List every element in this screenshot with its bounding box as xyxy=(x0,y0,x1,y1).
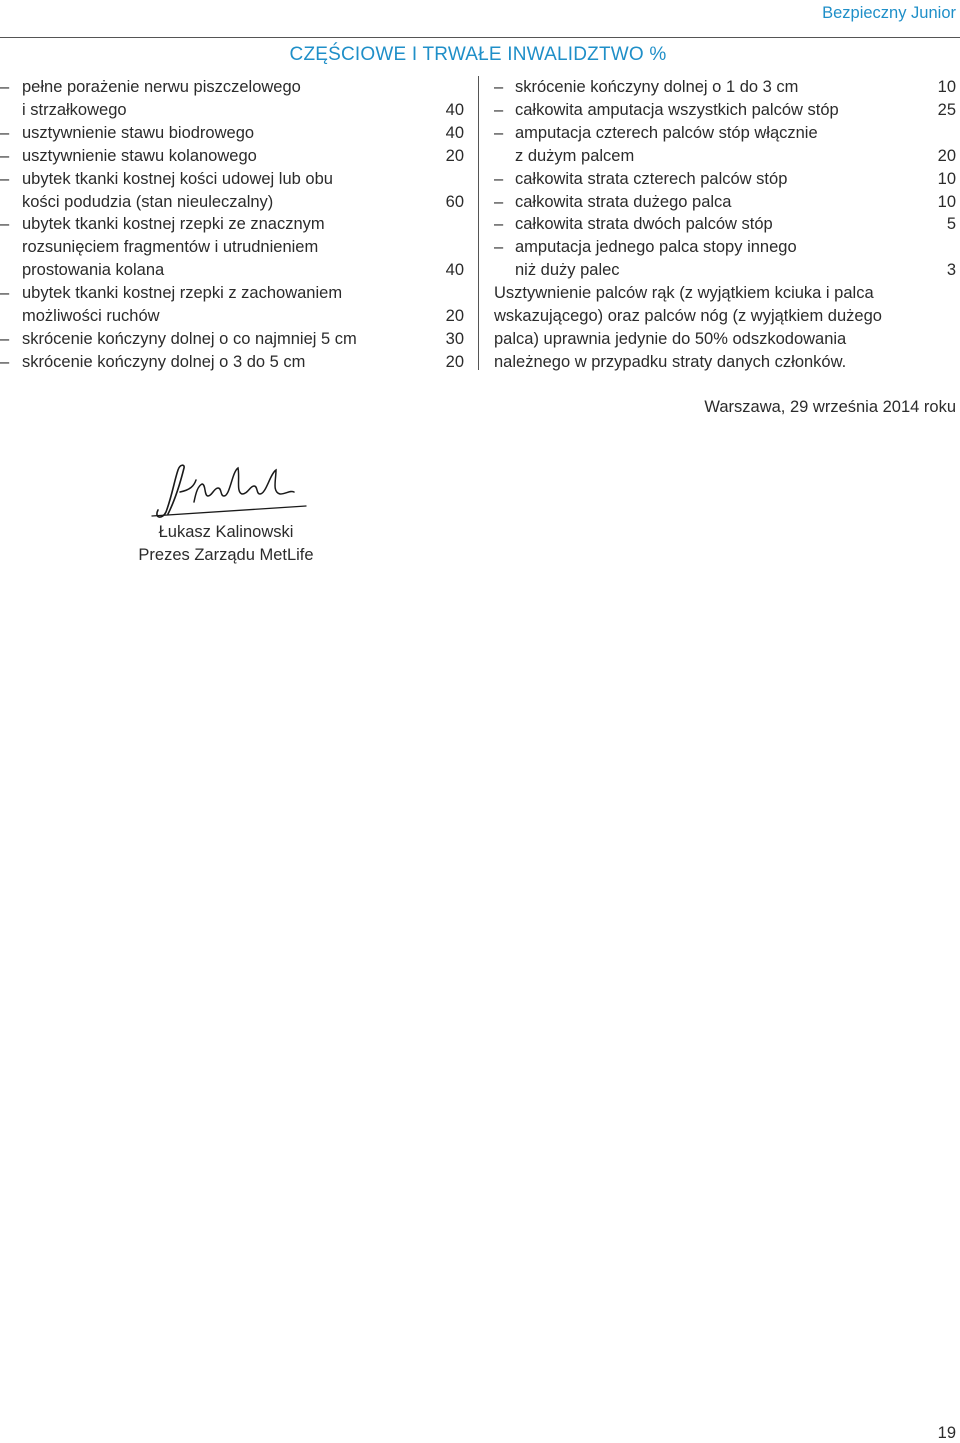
signature xyxy=(150,462,310,522)
item-text: skrócenie kończyny dolnej o co najmniej 5 cm xyxy=(22,329,357,348)
item-text: całkowita strata dwóch palców stóp xyxy=(515,215,773,234)
item-text: całkowita strata dużego palca xyxy=(515,192,732,211)
signer-block xyxy=(100,521,352,567)
list-item xyxy=(494,191,956,214)
item-text: amputacja czterech palców stóp włącznie xyxy=(515,123,818,142)
column-divider xyxy=(478,76,479,370)
note-line: palca) uprawnia jedynie do 50% odszkodowania xyxy=(494,329,847,348)
list-item xyxy=(494,236,956,282)
item-value: 10 xyxy=(937,78,956,96)
item-value: 20 xyxy=(445,352,464,371)
dash-bullet: – xyxy=(0,123,10,142)
page-number: 19 xyxy=(937,1424,956,1442)
list-item xyxy=(494,213,956,236)
note-line: wskazującego) oraz palców nóg (z wyjątkiem dużego xyxy=(494,307,882,326)
dash-bullet: – xyxy=(0,284,10,303)
item-value: 60 xyxy=(445,192,464,211)
item-text: ubytek tkanki kostnej rzepki ze znacznym xyxy=(22,215,325,234)
item-value: 10 xyxy=(937,192,956,211)
dash-bullet: – xyxy=(494,123,504,142)
item-text: całkowita amputacja wszystkich palców stóp xyxy=(515,100,839,119)
list-item xyxy=(0,122,464,145)
list-item xyxy=(0,282,464,328)
item-text: prostowania kolana xyxy=(22,261,165,280)
dash-bullet: – xyxy=(494,192,504,211)
list-item xyxy=(494,76,956,99)
item-text: usztywnienie stawu biodrowego xyxy=(22,123,255,142)
place-date: Warszawa, 29 września 2014 roku xyxy=(704,398,956,416)
item-text: całkowita strata czterech palców stóp xyxy=(515,169,788,188)
item-text: ubytek tkanki kostnej rzepki z zachowaniem xyxy=(22,284,343,303)
item-text: skrócenie kończyny dolnej o 3 do 5 cm xyxy=(22,352,306,371)
item-value: 30 xyxy=(445,329,464,348)
dash-bullet: – xyxy=(0,215,10,234)
note-paragraph xyxy=(494,282,956,374)
item-text: amputacja jednego palca stopy innego xyxy=(515,238,797,257)
signer-name: Łukasz Kalinowski xyxy=(158,523,294,541)
item-value: 20 xyxy=(937,146,956,165)
list-item xyxy=(0,213,464,282)
item-value: 10 xyxy=(937,169,956,188)
signer-title: Prezes Zarządu MetLife xyxy=(138,545,314,564)
dash-bullet: – xyxy=(0,169,10,188)
item-value: 25 xyxy=(937,100,956,119)
item-text: rozsunięciem fragmentów i utrudnieniem xyxy=(22,238,319,257)
dash-bullet: – xyxy=(494,78,504,96)
right-column xyxy=(494,76,956,374)
dash-bullet: – xyxy=(0,78,10,96)
header-rule xyxy=(0,37,960,38)
item-text: skrócenie kończyny dolnej o 1 do 3 cm xyxy=(515,78,799,96)
item-value: 40 xyxy=(445,100,464,119)
list-item xyxy=(0,145,464,168)
item-text: niż duży palec xyxy=(515,261,620,280)
right-items xyxy=(494,76,956,282)
list-item xyxy=(0,76,464,122)
dash-bullet: – xyxy=(0,146,10,165)
dash-bullet: – xyxy=(494,100,504,119)
list-item xyxy=(0,351,464,374)
dash-bullet: – xyxy=(0,329,10,348)
list-item xyxy=(0,328,464,351)
note-line: należnego w przypadku straty danych członków. xyxy=(494,352,847,371)
item-value: 20 xyxy=(445,146,464,165)
left-column xyxy=(0,76,464,374)
dash-bullet: – xyxy=(0,352,10,371)
item-text: kości podudzia (stan nieuleczalny) xyxy=(22,192,274,211)
item-value: 5 xyxy=(946,215,956,234)
list-item xyxy=(494,168,956,191)
section-title: CZĘŚCIOWE I TRWAŁE INWALIDZTWO % xyxy=(289,44,667,65)
item-text: z dużym palcem xyxy=(515,146,635,165)
dash-bullet: – xyxy=(494,169,504,188)
item-text: pełne porażenie nerwu piszczelowego xyxy=(22,78,301,96)
list-item xyxy=(494,122,956,168)
item-text: możliwości ruchów xyxy=(22,307,160,326)
item-value: 40 xyxy=(445,261,464,280)
dash-bullet: – xyxy=(494,215,504,234)
item-text: usztywnienie stawu kolanowego xyxy=(22,146,257,165)
note-line: Usztywnienie palców rąk (z wyjątkiem kciuka i palca xyxy=(494,284,874,303)
item-value: 40 xyxy=(445,123,464,142)
item-text: ubytek tkanki kostnej kości udowej lub obu xyxy=(22,169,333,188)
item-value: 20 xyxy=(445,307,464,326)
item-text: i strzałkowego xyxy=(22,100,127,119)
brand-label: Bezpieczny Junior xyxy=(822,4,956,22)
list-item xyxy=(494,99,956,122)
item-value: 3 xyxy=(946,261,956,280)
dash-bullet: – xyxy=(494,238,504,257)
list-item xyxy=(0,168,464,214)
